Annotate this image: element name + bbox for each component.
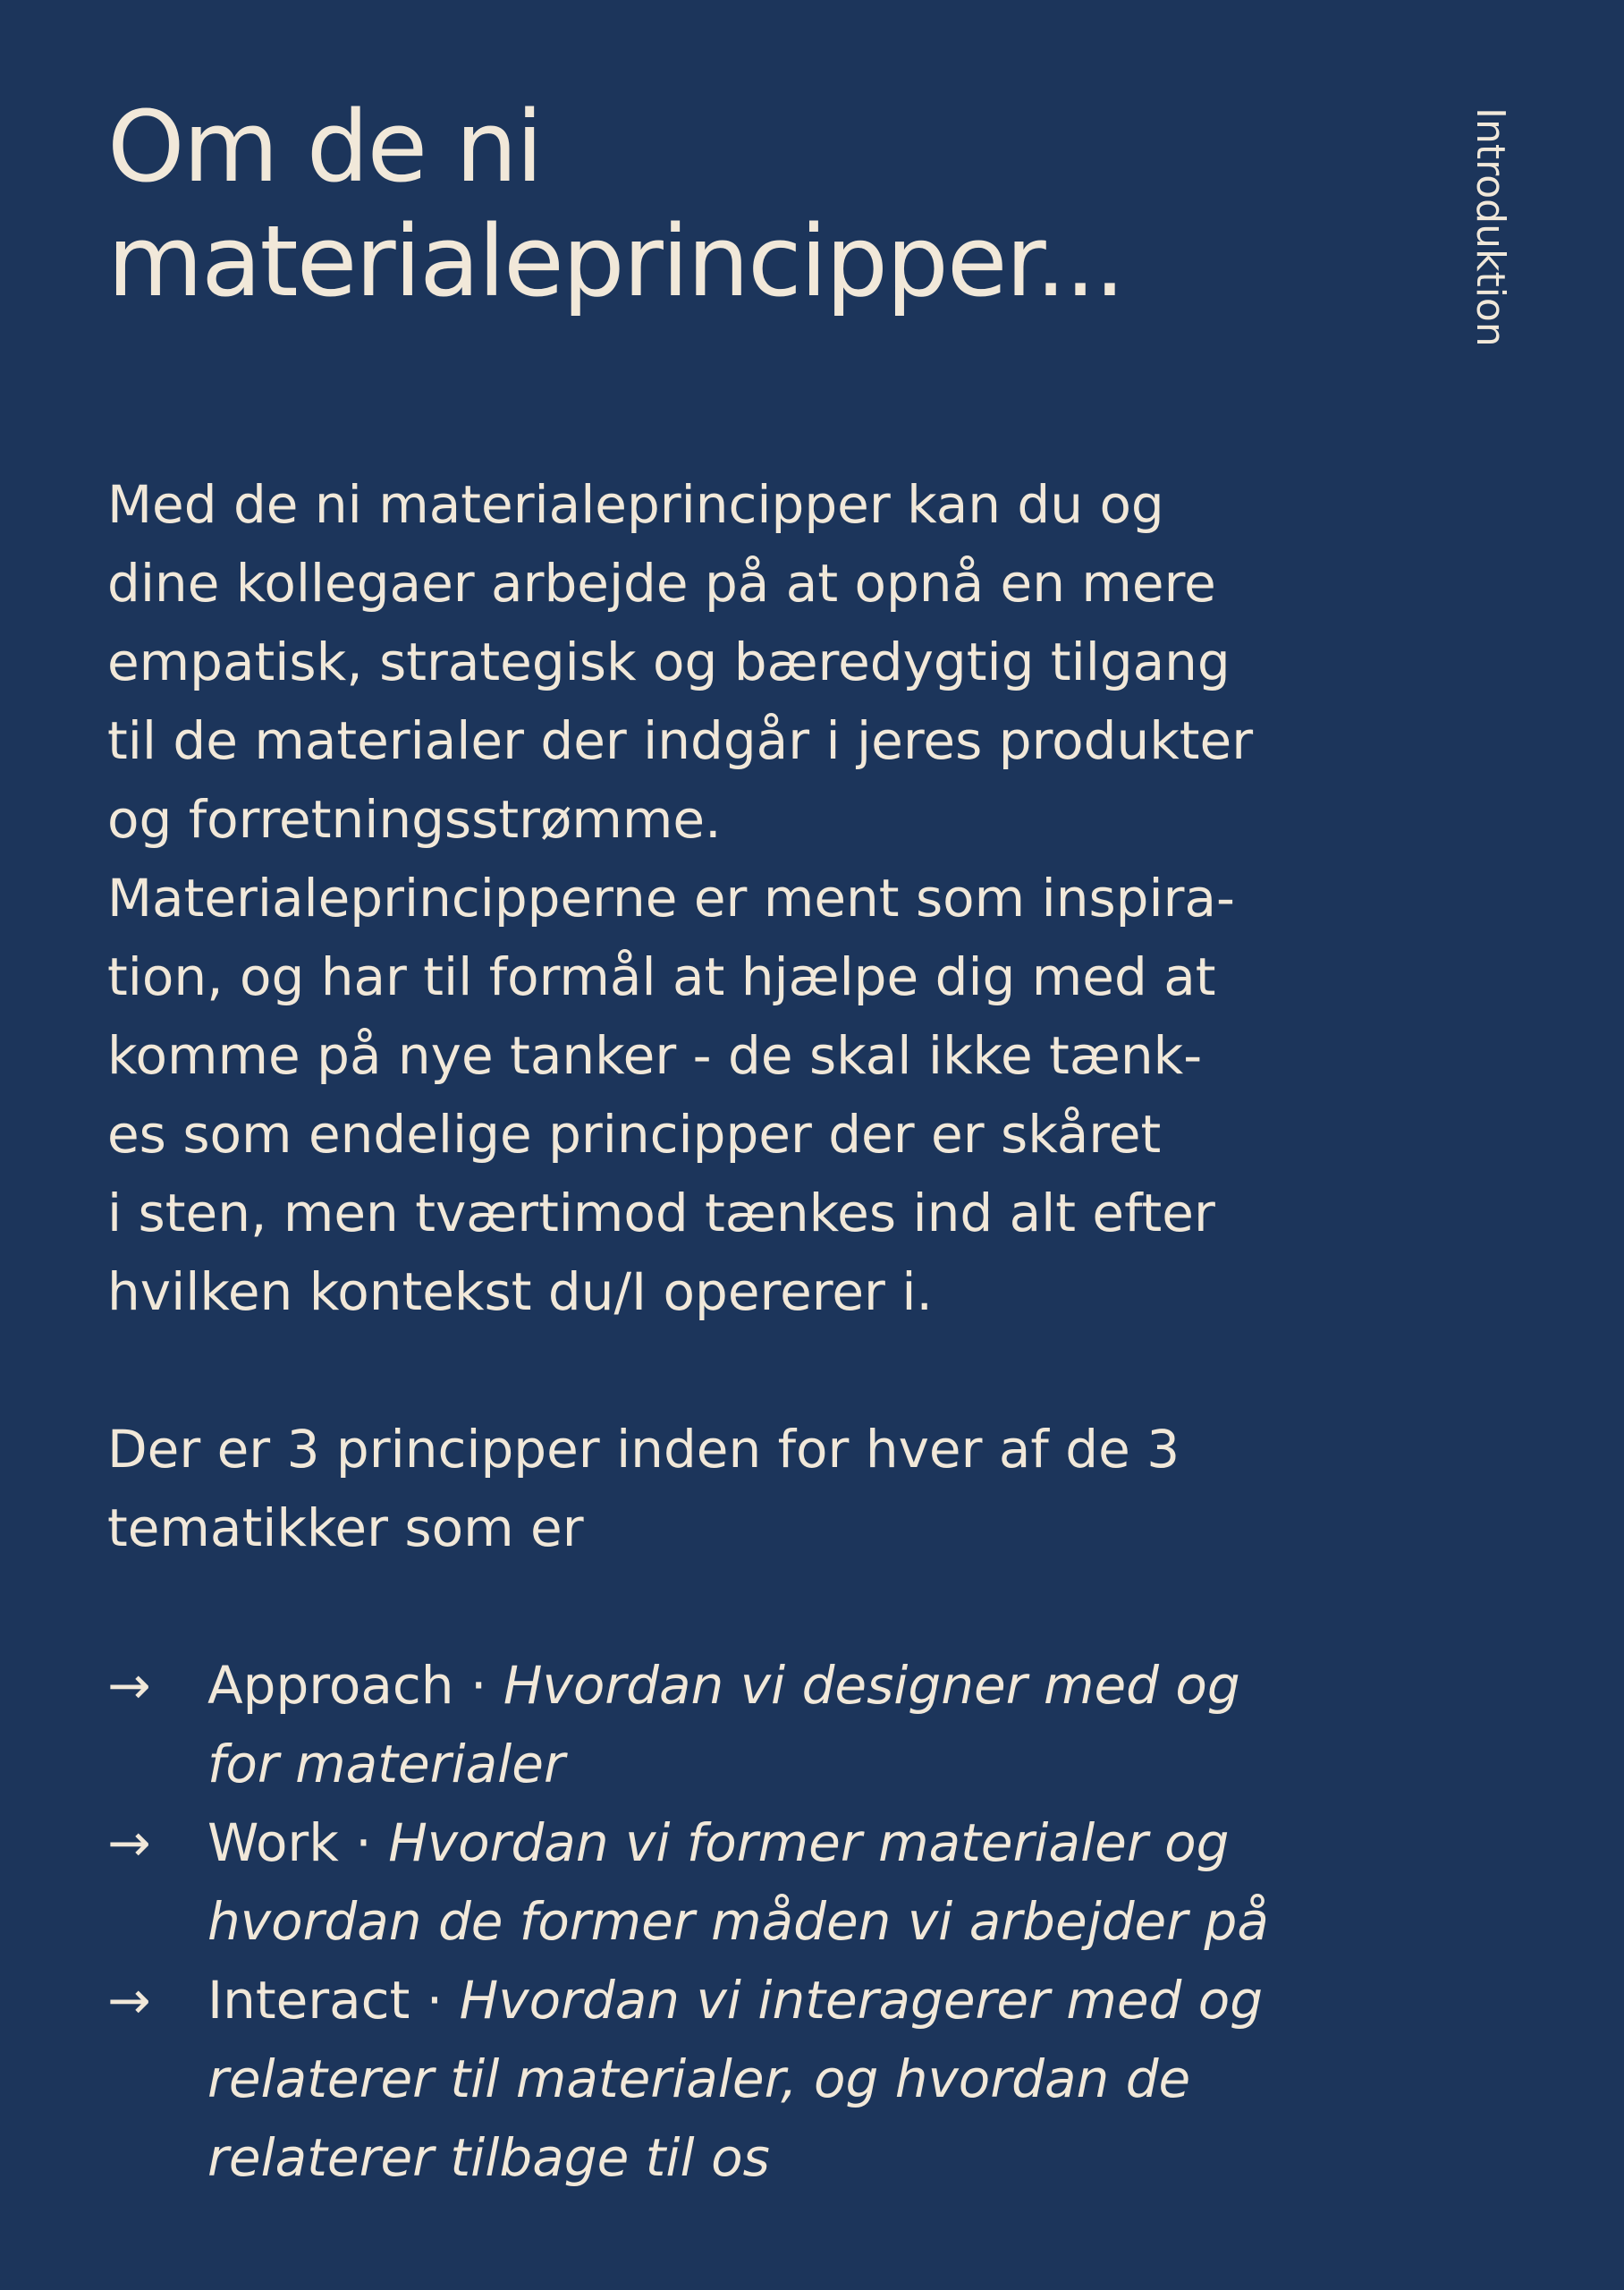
- theme-description: Hvordan vi former materialer og: [388, 1812, 1230, 1873]
- theme-term: Approach: [207, 1655, 454, 1716]
- intro-line: Med de ni materialeprincipper kan du og: [107, 474, 1164, 535]
- theme-description: for materialer: [207, 1734, 565, 1794]
- arrow-right-icon: →: [107, 1812, 151, 1873]
- page-title-line-1: Om de ni: [107, 89, 542, 204]
- section-label: Introduktion: [1468, 107, 1513, 347]
- body-text: [107, 465, 1395, 2197]
- themes-paragraph: [107, 1410, 1395, 1567]
- intro-line: til de materialer der indgår i jeres produkter: [107, 710, 1254, 771]
- theme-description: Hvordan vi designer med og: [503, 1655, 1240, 1716]
- theme-description: relaterer tilbage til os: [207, 2127, 770, 2188]
- theme-term: Interact: [207, 1970, 410, 2031]
- themes-line: tematikker som er: [107, 1497, 584, 1558]
- intro-line: tion, og har til formål at hjælpe dig med at: [107, 946, 1216, 1007]
- intro-line: og forretningsstrømme.: [107, 789, 722, 850]
- themes-list: [107, 1646, 1395, 2197]
- arrow-right-icon: →: [107, 1970, 151, 2031]
- arrow-right-icon: →: [107, 1655, 151, 1716]
- intro-line: komme på nye tanker - de skal ikke tænk-: [107, 1025, 1203, 1086]
- intro-paragraph: [107, 465, 1395, 1331]
- intro-line: Materialeprincipperne er ment som inspira-: [107, 868, 1235, 929]
- intro-line: hvilken kontekst du/I opererer i.: [107, 1261, 933, 1322]
- intro-line: dine kollegaer arbejde på at opnå en mere: [107, 553, 1216, 614]
- intro-line: i sten, men tværtimod tænkes ind alt efter: [107, 1183, 1215, 1243]
- theme-description: hvordan de former måden vi arbejder på: [207, 1891, 1269, 1952]
- page-title: [107, 89, 1359, 318]
- theme-separator: ·: [338, 1812, 389, 1873]
- page-title-line-2: materialeprincipper...: [107, 204, 1124, 318]
- list-item-work: [107, 1803, 1395, 1961]
- themes-line: Der er 3 principper inden for hver af de 3: [107, 1419, 1180, 1480]
- list-item-interact: [107, 1961, 1395, 2197]
- theme-separator: ·: [410, 1970, 460, 2031]
- intro-line: empatisk, strategisk og bæredygtig tilgang: [107, 632, 1231, 692]
- intro-line: es som endelige principper der er skåret: [107, 1104, 1162, 1165]
- theme-description: Hvordan vi interagerer med og: [459, 1970, 1264, 2031]
- theme-description: relaterer til materialer, og hvordan de: [207, 2048, 1191, 2109]
- theme-separator: ·: [453, 1655, 503, 1716]
- list-item-approach: [107, 1646, 1395, 1803]
- theme-term: Work: [207, 1812, 339, 1873]
